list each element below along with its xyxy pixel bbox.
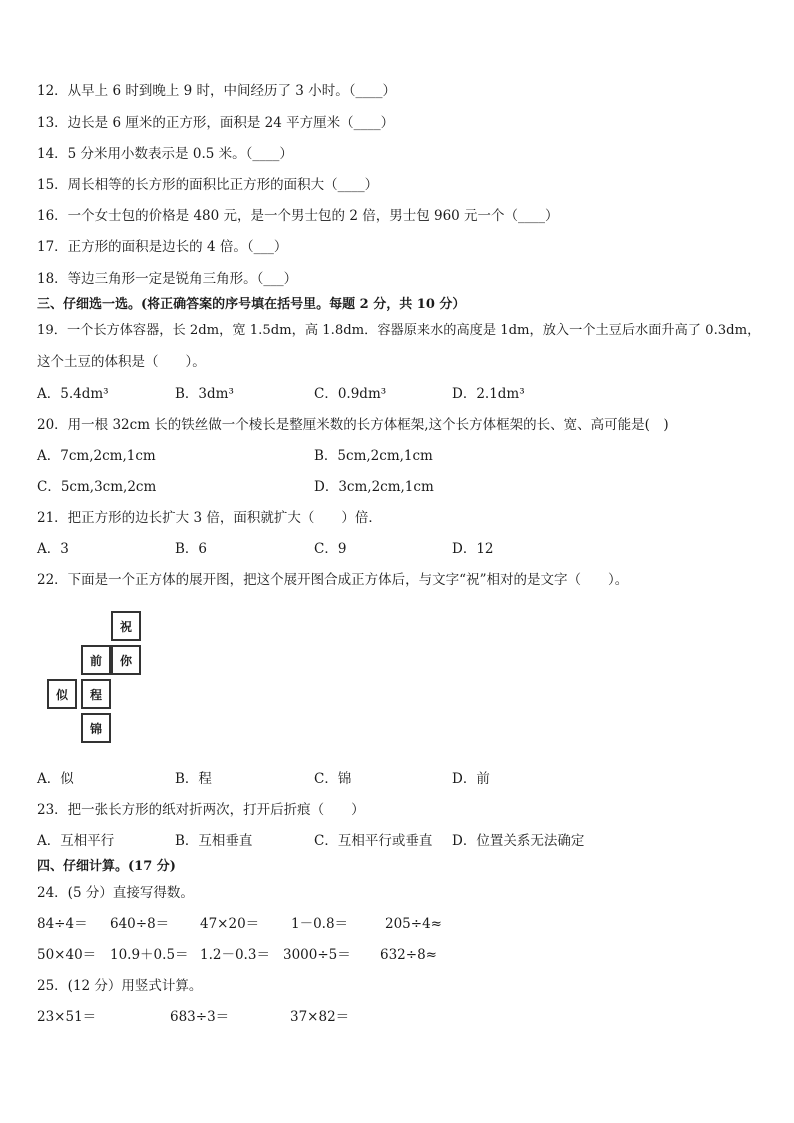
q19-option-a[interactable]: A．5.4dm³: [37, 386, 109, 402]
section-3-heading: 三、仔细选一选。(将正确答案的序号填在括号里。每题 2 分，共 10 分）: [37, 297, 466, 312]
calc-24-2-4: 3000÷5＝: [283, 947, 351, 963]
q20-option-d[interactable]: D．3cm,2cm,1cm: [314, 479, 434, 495]
calc-24-2-2: 10.9＋0.5＝: [110, 947, 189, 963]
question-18: 18．等边三角形一定是锐角三角形。（___）: [37, 271, 298, 287]
q19-option-c[interactable]: C．0.9dm³: [314, 386, 387, 402]
calc-24-2-1: 50×40＝: [37, 947, 97, 963]
net-cell-si: 似: [47, 679, 77, 709]
calc-25-3: 37×82＝: [290, 1009, 350, 1025]
q23-option-d[interactable]: D．位置关系无法确定: [452, 833, 585, 849]
q20-option-a[interactable]: A．7cm,2cm,1cm: [37, 448, 156, 464]
calc-24-2-5: 632÷8≈: [380, 947, 437, 963]
calc-25-2: 683÷3＝: [170, 1009, 230, 1025]
calc-24-1-5: 205÷4≈: [385, 916, 442, 932]
q19-option-d[interactable]: D．2.1dm³: [452, 386, 525, 402]
q21-option-b[interactable]: B．6: [175, 541, 208, 557]
q22-option-b[interactable]: B．程: [175, 771, 212, 787]
question-23: 23．把一张长方形的纸对折两次，打开后折痕（ ）: [37, 802, 365, 818]
q23-option-c[interactable]: C．互相平行或垂直: [314, 833, 433, 849]
section-4-heading: 四、仔细计算。(17 分): [37, 859, 176, 874]
net-cell-zhu: 祝: [111, 611, 141, 641]
q22-option-a[interactable]: A．似: [37, 771, 74, 787]
calc-24-1-1: 84÷4＝: [37, 916, 88, 932]
question-25: 25．(12 分）用竖式计算。: [37, 978, 203, 994]
q20-option-c[interactable]: C．5cm,3cm,2cm: [37, 479, 157, 495]
question-17: 17．正方形的面积是边长的 4 倍。（___）: [37, 239, 288, 255]
net-cell-qian: 前: [81, 645, 111, 675]
q23-option-b[interactable]: B．互相垂直: [175, 833, 253, 849]
q21-option-c[interactable]: C．9: [314, 541, 347, 557]
question-20: 20．用一根 32cm 长的铁丝做一个棱长是整厘米数的长方体框架,这个长方体框架的长、宽、高可能是( ): [37, 417, 669, 433]
question-16: 16．一个女士包的价格是 480 元，是一个男士包的 2 倍，男士包 960 元一个（____）: [37, 208, 559, 224]
calc-24-1-2: 640÷8＝: [110, 916, 170, 932]
question-21: 21．把正方形的边长扩大 3 倍，面积就扩大（ ）倍．: [37, 510, 382, 526]
question-12: 12．从早上 6 时到晚上 9 时，中间经历了 3 小时。（____）: [37, 83, 396, 99]
net-cell-jin: 锦: [81, 713, 111, 743]
q23-option-a[interactable]: A．互相平行: [37, 833, 115, 849]
question-13: 13．边长是 6 厘米的正方形，面积是 24 平方厘米（____）: [37, 115, 395, 131]
net-cell-ni: 你: [111, 645, 141, 675]
calc-24-1-4: 1－0.8＝: [291, 916, 349, 932]
question-14: 14．5 分米用小数表示是 0.5 米。（____）: [37, 146, 293, 162]
calc-24-2-3: 1.2－0.3＝: [200, 947, 270, 963]
q21-option-d[interactable]: D．12: [452, 541, 494, 557]
q19-option-b[interactable]: B．3dm³: [175, 386, 234, 402]
calc-24-1-3: 47×20＝: [200, 916, 260, 932]
question-19-line-1: 19．一个长方体容器，长 2dm，宽 1.5dm，高 1.8dm．容器原来水的高度是 1dm，放入一个土豆后水面升高了 0.3dm，: [37, 323, 761, 338]
q22-option-c[interactable]: C．锦: [314, 771, 352, 787]
question-24: 24．(5 分）直接写得数。: [37, 885, 194, 901]
q21-option-a[interactable]: A．3: [37, 541, 69, 557]
question-22: 22．下面是一个正方体的展开图，把这个展开图合成正方体后，与文字“祝”相对的是文字（ ）。: [37, 572, 629, 588]
q22-option-d[interactable]: D．前: [452, 771, 490, 787]
question-19-line-2: 这个土豆的体积是（ ）。: [37, 354, 206, 370]
calc-25-1: 23×51＝: [37, 1009, 97, 1025]
q20-option-b[interactable]: B．5cm,2cm,1cm: [314, 448, 433, 464]
net-cell-cheng: 程: [81, 679, 111, 709]
question-15: 15．周长相等的长方形的面积比正方形的面积大（____）: [37, 177, 379, 193]
cube-net-figure: [45, 611, 145, 747]
